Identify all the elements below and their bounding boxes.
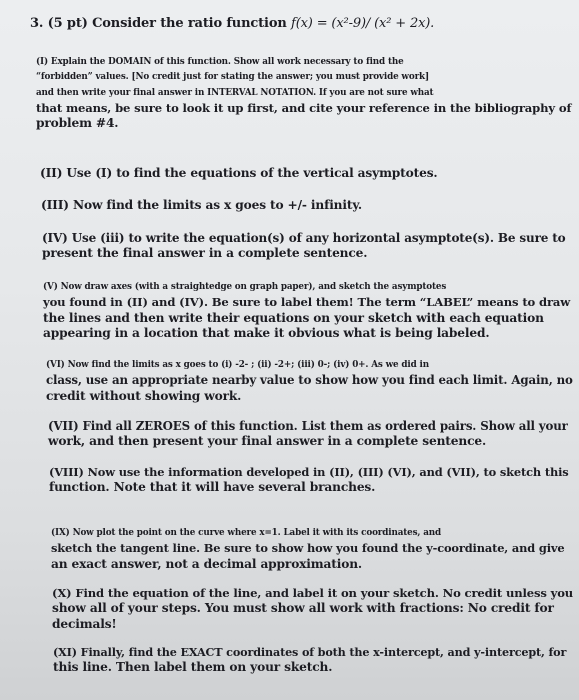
part-ix-line-2: sketch the tangent line. Be sure to show how you found the y-coordinate, and give	[51, 541, 565, 556]
part-v	[43, 280, 570, 341]
part-i	[36, 55, 571, 131]
problem-title	[30, 16, 434, 31]
part-x-line-2: show all of your steps. You must show all work with fractions: No credit for	[52, 601, 554, 616]
part-vii	[48, 419, 568, 450]
part-x	[52, 586, 573, 632]
part-viii-line-2: function. Note that it will have several branches.	[49, 480, 376, 495]
part-xi	[53, 645, 566, 676]
part-iii	[41, 198, 362, 213]
part-v-line-4: appearing in a location that make it obvious what is being labeled.	[43, 325, 490, 340]
part-iv-line-2: present the final answer in a complete sentence.	[42, 246, 368, 261]
part-viii-line-1: (VIII) Now use the information developed in (II), (III) (VI), and (VII), to sketch this	[49, 465, 569, 479]
part-x-line-1: (X) Find the equation of the line, and label it on your sketch. No credit unless you	[52, 586, 574, 600]
part-ix-line-3: an exact answer, not a decimal approximation.	[51, 556, 363, 571]
part-i-line-2: “forbidden” values. [No credit just for stating the answer; you must provide work]	[36, 72, 430, 83]
problem-title-line	[30, 16, 434, 31]
part-iii-line-1: (III) Now find the limits as x goes to +/- infinity.	[41, 198, 362, 212]
part-ii	[40, 166, 438, 181]
part-i-line-1: (I) Explain the DOMAIN of this function. Show all work necessary to find the	[36, 57, 404, 67]
problem-title-prefix: 3. (5 pt) Consider the ratio function	[30, 16, 292, 31]
part-xi-line-2: this line. Then label them on your sketch.	[53, 660, 333, 675]
part-vii-line-2: work, and then present your final answer in a complete sentence.	[48, 434, 487, 449]
part-vi	[46, 358, 573, 404]
part-vii-line-1: (VII) Find all ZEROES of this function. List them as ordered pairs. Show all your	[48, 419, 568, 433]
part-x-line-3: decimals!	[52, 616, 117, 631]
part-v-line-2: you found in (II) and (IV). Be sure to label them! The term “LABEL” means to draw	[43, 295, 571, 310]
part-iv-line-1: (IV) Use (iii) to write the equation(s) of any horizontal asymptote(s). Be sure to	[42, 231, 566, 245]
part-v-line-1: (V) Now draw axes (with a straightedge on graph paper), and sketch the asymptotes	[43, 282, 447, 292]
part-ix	[51, 526, 564, 572]
part-ii-line-1: (II) Use (I) to find the equations of the vertical asymptotes.	[40, 166, 438, 180]
part-vi-line-1: (VI) Now find the limits as x goes to (i) -2- ; (ii) -2+; (iii) 0-; (iv) 0+. As we did in	[46, 360, 429, 370]
part-i-line-3: and then write your final answer in INTERVAL NOTATION. If you are not sure what	[36, 87, 434, 98]
part-vi-line-2: class, use an appropriate nearby value to show how you find each limit. Again, no	[46, 373, 573, 388]
part-ix-line-1: (IX) Now plot the point on the curve where x=1. Label it with its coordinates, and	[51, 528, 442, 538]
part-xi-line-1: (XI) Finally, find the EXACT coordinates of both the x-intercept, and y-intercept, for	[53, 645, 567, 659]
part-v-line-3: the lines and then write their equations on your sketch with each equation	[43, 310, 544, 325]
part-iv	[42, 231, 566, 262]
part-i-line-5: problem #4.	[36, 116, 119, 131]
part-vi-line-3: credit without showing work.	[46, 388, 242, 403]
part-i-line-4: that means, be sure to look it up first, and cite your reference in the bibliography of	[36, 100, 572, 115]
function-expression: f(x) = (x²-9)/ (x² + 2x).	[291, 16, 435, 31]
part-viii	[49, 465, 569, 496]
